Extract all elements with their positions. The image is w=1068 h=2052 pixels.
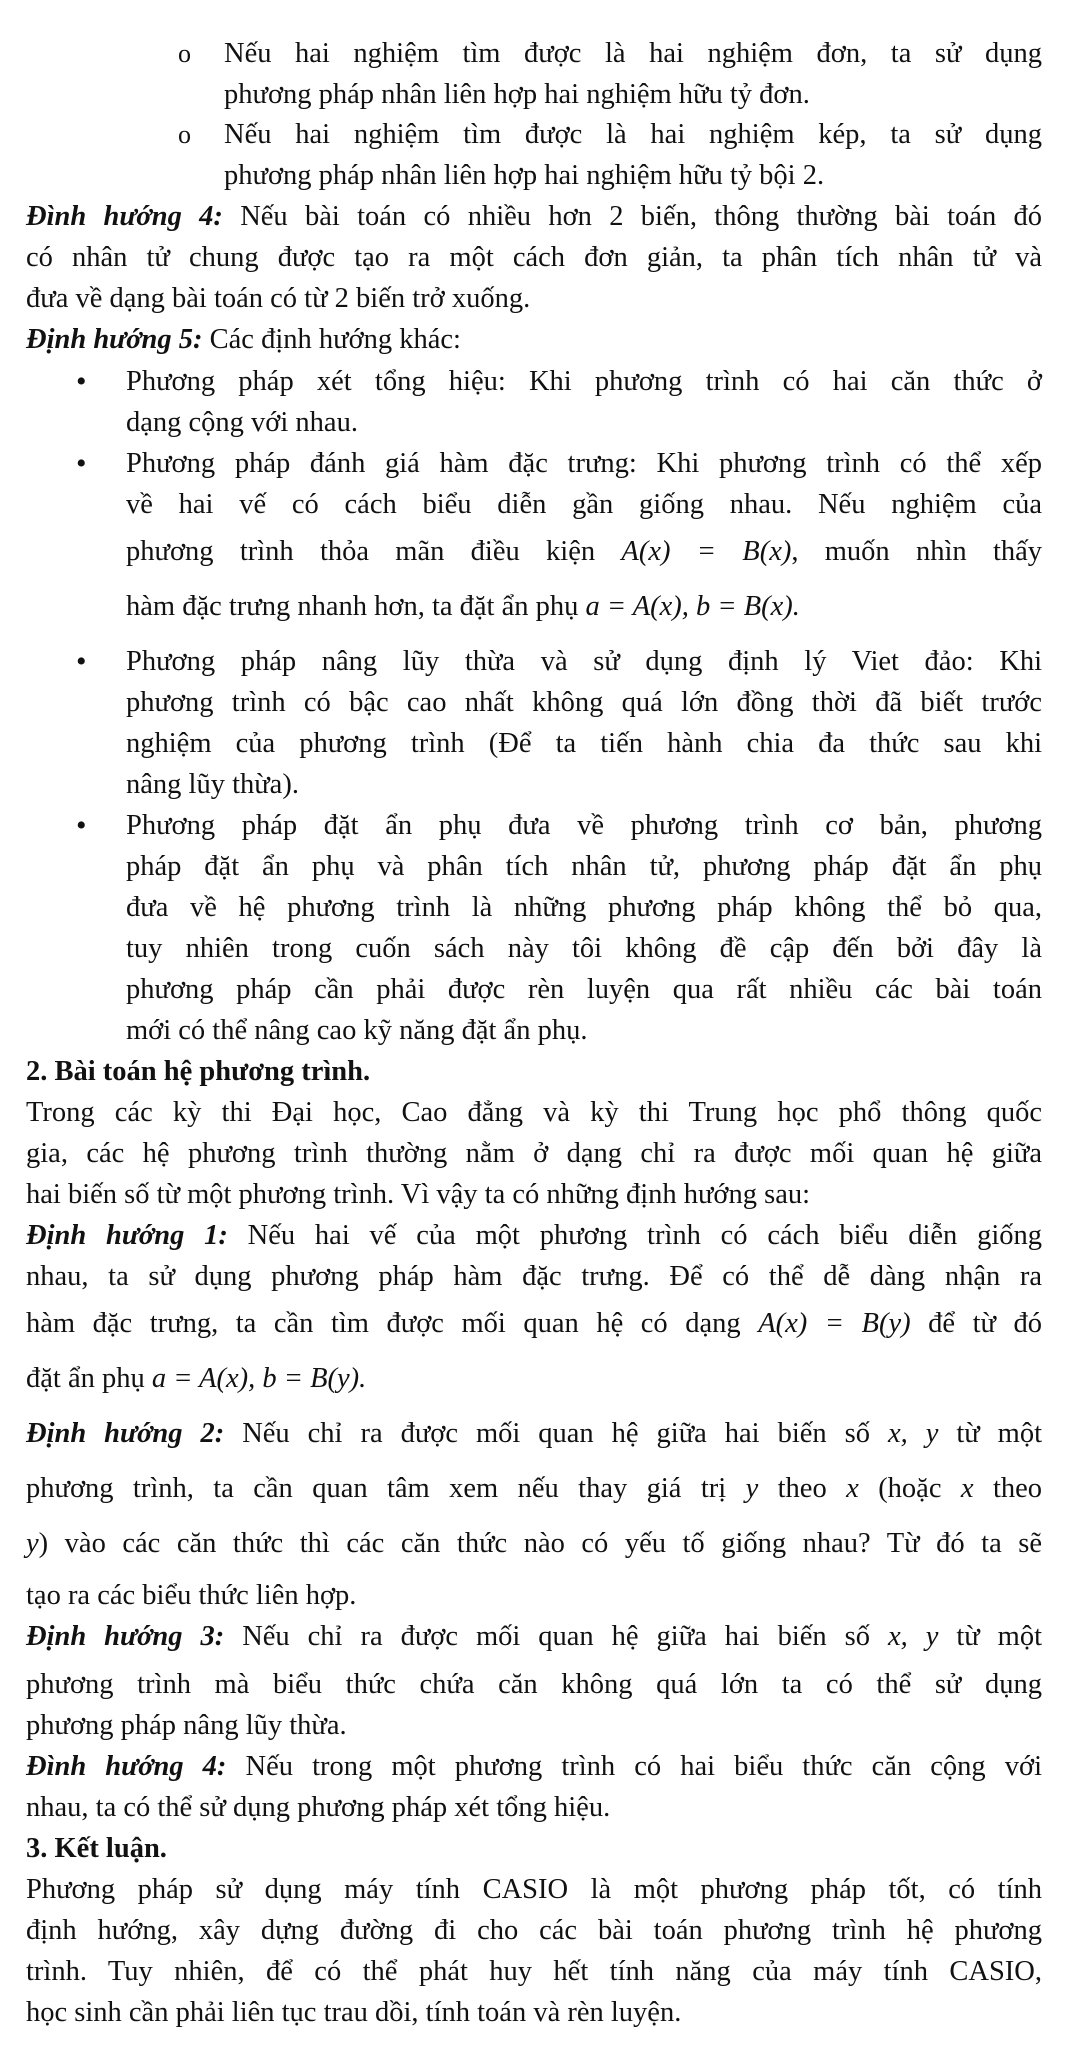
bullet-2-line-2: về hai vế có cách biểu diễn gần giống nhau. Nếu nghiệm của xyxy=(126,489,1042,520)
dh4-text: Nếu bài toán có nhiều hơn 2 biến, thông thường bài toán đó xyxy=(222,201,1043,232)
s2-dh2-text-f: theo xyxy=(992,1473,1043,1504)
section-2-intro-line-1: Trong các kỳ thi Đại học, Cao đẳng và kỳ thi Trung học phổ thông quốc xyxy=(26,1097,1042,1128)
s2-dh1-line-2: nhau, ta sử dụng phương pháp hàm đặc trưng. Để có thể dễ dàng nhận ra xyxy=(26,1261,1042,1292)
bullet-2-line-1: Phương pháp đánh giá hàm đặc trưng: Khi phương trình có thể xếp xyxy=(126,448,1042,479)
s2-dh3-line-1 xyxy=(26,1619,1042,1655)
circle-bullet-icon: o xyxy=(178,39,191,68)
bullet-2-text-a: phương trình thỏa mãn điều kiện xyxy=(126,536,596,567)
math-y: y xyxy=(26,1528,39,1559)
s2-dh4-line-1 xyxy=(26,1749,1042,1785)
dh4-line-3: đưa về dạng bài toán có từ 2 biến trở xuống. xyxy=(26,283,531,314)
math-xy: x, y xyxy=(887,1621,939,1652)
bullet-2-line-4 xyxy=(126,589,1042,625)
s2-dh1-text-a: hàm đặc trưng, ta cần tìm được mối quan hệ có dạng xyxy=(26,1308,741,1339)
bullet-4-line-1: Phương pháp đặt ẩn phụ đưa về phương trình cơ bản, phương xyxy=(126,810,1042,841)
section-3-line-1: Phương pháp sử dụng máy tính CASIO là một phương pháp tốt, có tính xyxy=(26,1874,1042,1905)
bullet-1-line-2: dạng cộng với nhau. xyxy=(126,407,358,438)
bullet-4-line-3: đưa về hệ phương trình là những phương pháp không thể bỏ qua, xyxy=(126,892,1042,923)
dh5-line xyxy=(26,322,1042,358)
circle-bullet-icon: o xyxy=(178,120,191,149)
sub-item-2-line-1: Nếu hai nghiệm tìm được là hai nghiệm kép, ta sử dụng xyxy=(224,119,1042,150)
s2-dh2-line-2 xyxy=(26,1471,1042,1507)
math-ax-eq-bx: A(x) = B(x) xyxy=(621,536,792,567)
section-3-line-3: trình. Tuy nhiên, để có thể phát huy hết tính năng của máy tính CASIO, xyxy=(26,1956,1042,1987)
bullet-3-line-4: nâng lũy thừa). xyxy=(126,769,299,800)
s2-dh1-line-3 xyxy=(26,1306,1042,1342)
s2-dh4-line-2: nhau, ta có thể sử dụng phương pháp xét tổng hiệu. xyxy=(26,1792,611,1823)
s2-dh1-text-b: để từ đó xyxy=(928,1308,1043,1339)
s2-dh2-line-1 xyxy=(26,1416,1042,1452)
math-x: x xyxy=(960,1473,974,1504)
bullet-dot-icon: • xyxy=(76,645,87,678)
bullet-4-line-2: pháp đặt ẩn phụ và phân tích nhân tử, phương pháp đặt ẩn phụ xyxy=(126,851,1042,882)
bullet-4-line-4: tuy nhiên trong cuốn sách này tôi không đề cập đến bởi đây là xyxy=(126,933,1042,964)
bullet-dot-icon: • xyxy=(76,447,87,480)
sub-item-2-line-2: phương pháp nhân liên hợp hai nghiệm hữu tỷ bội 2. xyxy=(224,160,825,191)
s2-dh3-label: Định hướng 3: xyxy=(26,1621,225,1652)
math-y: y xyxy=(745,1473,759,1504)
s2-dh2-text-e: (hoặc xyxy=(878,1473,942,1504)
bullet-4-line-5: phương pháp cần phải được rèn luyện qua rất nhiều các bài toán xyxy=(126,974,1042,1005)
math-xy: x, y xyxy=(887,1418,939,1449)
bullet-3-line-2: phương trình có bậc cao nhất không quá lớn đồng thời đã biết trước xyxy=(126,687,1042,718)
section-2-intro-line-3: hai biến số từ một phương trình. Vì vậy ta có những định hướng sau: xyxy=(26,1179,811,1210)
bullet-dot-icon: • xyxy=(76,365,87,398)
s2-dh4-label: Đình hướng 4: xyxy=(26,1751,227,1782)
s2-dh1-line-4 xyxy=(26,1361,1042,1397)
math-a-b-xy-substitution: a = A(x), b = B(y). xyxy=(151,1363,367,1394)
bullet-2-text-b: , muốn nhìn thấy xyxy=(791,536,1043,567)
math-a-b-substitution: a = A(x), b = B(x). xyxy=(585,591,800,622)
dh5-text: Các định hướng khác: xyxy=(202,324,461,355)
s2-dh4-text: Nếu trong một phương trình có hai biểu thức căn cộng với xyxy=(226,1751,1043,1782)
dh4-line-1 xyxy=(26,199,1042,235)
sub-item-1-line-1: Nếu hai nghiệm tìm được là hai nghiệm đơn, ta sử dụng xyxy=(224,38,1042,69)
s2-dh2-text-b: từ một xyxy=(956,1418,1043,1449)
s2-dh1-line-1 xyxy=(26,1218,1042,1254)
bullet-3-line-1: Phương pháp nâng lũy thừa và sử dụng định lý Viet đảo: Khi xyxy=(126,646,1042,677)
s2-dh1-label: Định hướng 1: xyxy=(26,1220,228,1251)
bullet-2-text-c: hàm đặc trưng nhanh hơn, ta đặt ẩn phụ xyxy=(126,591,579,622)
bullet-4-line-6: mới có thể nâng cao kỹ năng đặt ẩn phụ. xyxy=(126,1015,588,1046)
section-3-line-4: học sinh cần phải liên tục trau dồi, tính toán và rèn luyện. xyxy=(26,1997,682,2028)
bullet-1-line-1: Phương pháp xét tổng hiệu: Khi phương trình có hai căn thức ở xyxy=(126,366,1042,397)
s2-dh2-text-c: phương trình, ta cần quan tâm xem nếu thay giá trị xyxy=(26,1473,727,1504)
dh4-line-2: có nhân tử chung được tạo ra một cách đơn giản, ta phân tích nhân tử và xyxy=(26,242,1042,273)
section-2-heading: 2. Bài toán hệ phương trình. xyxy=(26,1056,371,1087)
s2-dh1-text-c: đặt ẩn phụ xyxy=(26,1363,145,1394)
dh5-label: Định hướng 5: xyxy=(26,324,203,355)
section-3-heading: 3. Kết luận. xyxy=(26,1833,167,1864)
s2-dh2-line-4: tạo ra các biểu thức liên hợp. xyxy=(26,1580,357,1611)
sub-item-1-line-2: phương pháp nhân liên hợp hai nghiệm hữu tỷ đơn. xyxy=(224,79,810,110)
s2-dh2-line-3 xyxy=(26,1526,1042,1562)
s2-dh3-line-2: phương trình mà biểu thức chứa căn không quá lớn ta có thể sử dụng xyxy=(26,1669,1042,1700)
dh4-label: Đình hướng 4: xyxy=(26,201,223,232)
s2-dh3-text-b: từ một xyxy=(956,1621,1043,1652)
s2-dh2-label: Định hướng 2: xyxy=(26,1418,225,1449)
section-3-line-2: định hướng, xây dựng đường đi cho các bài toán phương trình hệ phương xyxy=(26,1915,1042,1946)
s2-dh2-text-d: theo xyxy=(777,1473,827,1504)
s2-dh3-text-a: Nếu chỉ ra được mối quan hệ giữa hai biến số xyxy=(224,1621,870,1652)
bullet-dot-icon: • xyxy=(76,809,87,842)
s2-dh1-text: Nếu hai vế của một phương trình có cách biểu diễn giống xyxy=(227,1220,1042,1251)
section-2-intro-line-2: gia, các hệ phương trình thường nằm ở dạng chỉ ra được mối quan hệ giữa xyxy=(26,1138,1042,1169)
s2-dh2-text-g: ) vào các căn thức thì các căn thức nào có yếu tố giống nhau? Từ đó ta sẽ xyxy=(38,1528,1042,1559)
s2-dh2-text-a: Nếu chỉ ra được mối quan hệ giữa hai biến số xyxy=(224,1418,870,1449)
math-ax-eq-by: A(x) = B(y) xyxy=(758,1308,911,1339)
bullet-3-line-3: nghiệm của phương trình (Để ta tiến hành chia đa thức sau khi xyxy=(126,728,1042,759)
bullet-2-line-3 xyxy=(126,534,1042,570)
math-x: x xyxy=(846,1473,859,1504)
s2-dh3-line-3: phương pháp nâng lũy thừa. xyxy=(26,1710,347,1741)
